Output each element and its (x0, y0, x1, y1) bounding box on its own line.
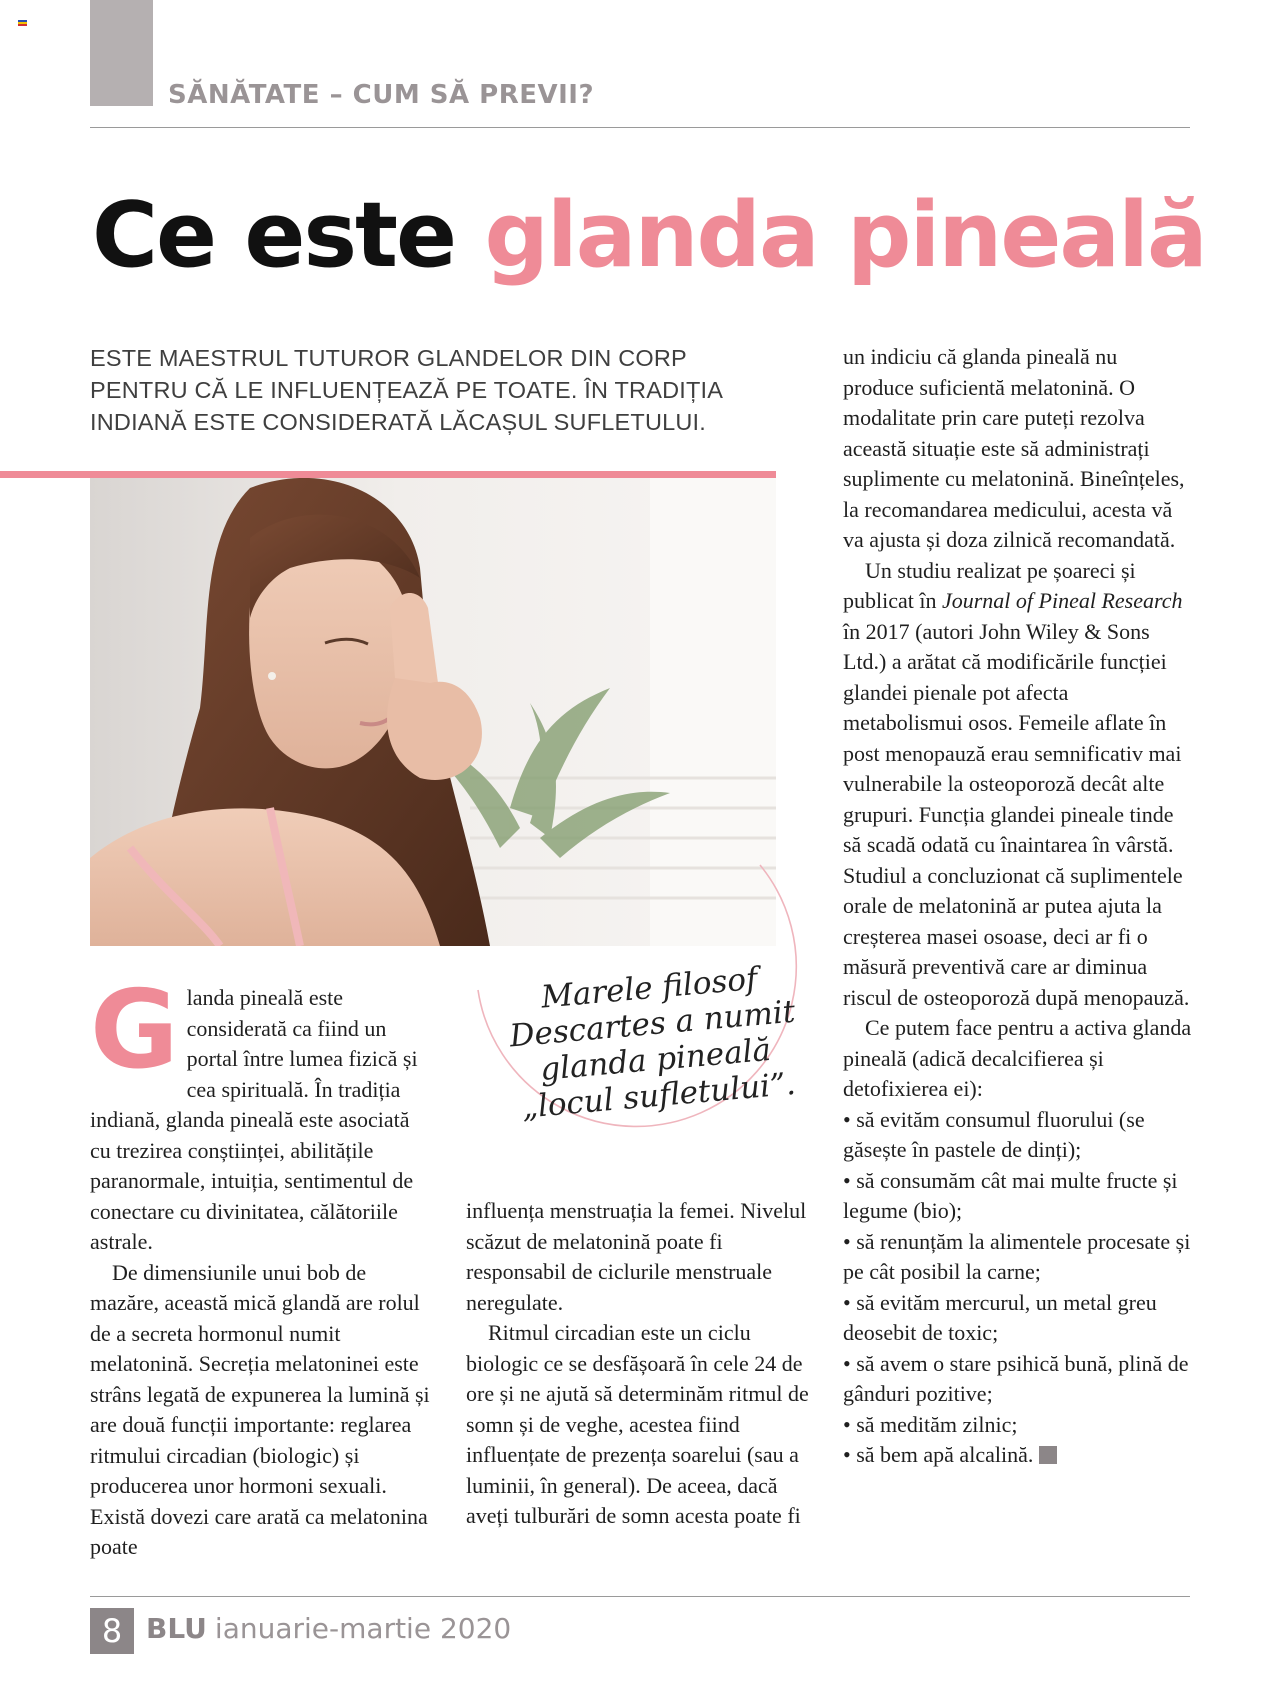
list-item: • să evităm consumul fluorului (se găsește în pastele de dinți); (843, 1105, 1193, 1166)
article-lead: ESTE MAESTRUL TUTUROR GLANDELOR DIN CORP PENTRU CĂ LE INFLUENȚEAZĂ PE TOATE. ÎN TRADIȚIA INDIANĂ ESTE CONSIDERATĂ LĂCAȘUL SUFLETULUI. (90, 345, 722, 435)
col2-paragraph-2: Ritmul circadian este un ciclu biologic ce se desfășoară în cele 24 de ore și ne ajută să determinăm ritmul de somn și de veghe, acestea fiind influențate de prezența soarelui (sau a luminii, în general). De aceea, dacă aveți tulburări de somn acesta poate fi (466, 1320, 809, 1528)
page-number: 8 (90, 1608, 134, 1654)
list-item: • să avem o stare psihică bună, plină de gânduri pozitive; (843, 1349, 1193, 1410)
list-item: • să evităm mercurul, un metal greu deosebit de toxic; (843, 1288, 1193, 1349)
last-bullet-text: să bem apă alcalină. (856, 1442, 1034, 1467)
col1-paragraph-1: landa pineală este considerată ca fiind un portal între lumea fizică și cea spirituală. În tradiția indiană, glanda pineală este asociată cu trezirea conștiinței, abilitățile paranormale, intuiția, sentimentul de conectare cu divinitatea, călătoriile astrale. (90, 985, 418, 1254)
magazine-name: BLU (146, 1612, 207, 1645)
col3-p2-rest: în 2017 (autori John Wiley & Sons Ltd.) a arătat că modificările funcției glandei pienale pot afecta metabolismui osos. Femeile aflate în post menopauză erau semnificativ mai vulnerabile la osteoporoză decât alte grupuri. Funcția glandei pineale tinde să scadă odată cu înaintarea în vârstă. Studiul a concluzionat că suplimentele orale de melatonină ar putea ajuta la creșterea masei osoase, deci ar fi o măsură preventivă care ar diminua riscul de osteoporoză după menopauză. (843, 618, 1190, 1010)
article-column-3 (843, 342, 1193, 1471)
list-item: • să consumăm cât mai multe fructe și legume (bio); (843, 1166, 1193, 1227)
list-item-last (843, 1440, 1193, 1471)
header-tab-block (90, 0, 153, 106)
section-label: SĂNĂTATE – CUM SĂ PREVII? (168, 80, 595, 110)
corner-flag-icon (18, 20, 27, 26)
tips-list (843, 1105, 1193, 1471)
article-column-1 (90, 968, 435, 1563)
pink-accent-bar (0, 471, 776, 478)
list-item: • să medităm zilnic; (843, 1410, 1193, 1441)
end-mark-icon (1039, 1446, 1057, 1464)
list-item: • să renunțăm la alimentele procesate și pe cât posibil la carne; (843, 1227, 1193, 1288)
article-title (92, 183, 1206, 288)
col1-paragraph-2: De dimensiunile unui bob de mazăre, această mică glandă are rolul de a secreta hormonul numit melatonină. Secreția melatoninei este strâns legată de expunerea la lumină și are două funcții importante: reglarea ritmului circadian (biologic) și producerea unor hormoni sexuali. Există dovezi care arată ca melatonina poate (90, 1259, 430, 1559)
drop-cap: G (90, 968, 179, 1093)
pull-quote: Marele filosof Descartes a numit glanda pineală „locul sufletului”. (508, 960, 798, 1126)
issue-date: ianuarie-martie 2020 (214, 1612, 512, 1645)
header-rule (90, 127, 1190, 128)
col3-paragraph-1: un indiciu că glanda pineală nu produce suficientă melatonină. O modalitate prin care puteți rezolva această situație este să administrați suplimente cu melatonină. Bineînțeles, la recomandarea medicului, acesta vă va ajusta și doza zilnică recomandată. (843, 344, 1185, 552)
title-part-pink: glanda pineală (484, 183, 1206, 288)
col3-paragraph-2 (843, 556, 1193, 1014)
title-part-black: Ce este (92, 183, 456, 288)
col2-paragraph-1: influența menstruația la femei. Nivelul scăzut de melatonină poate fi responsabil de ciclurile menstruale neregulate. (466, 1198, 807, 1315)
col3-p2-start: Un studiu realizat pe șoareci și publicat în (843, 557, 1136, 613)
footer-text (146, 1612, 511, 1645)
article-column-2 (466, 1196, 811, 1532)
journal-title: Journal of Pineal Research (941, 588, 1183, 613)
col3-paragraph-3: Ce putem face pentru a activa glanda pineală (adică decalcifierea și detofixierea ei): (843, 1015, 1192, 1101)
footer-rule (90, 1596, 1190, 1597)
